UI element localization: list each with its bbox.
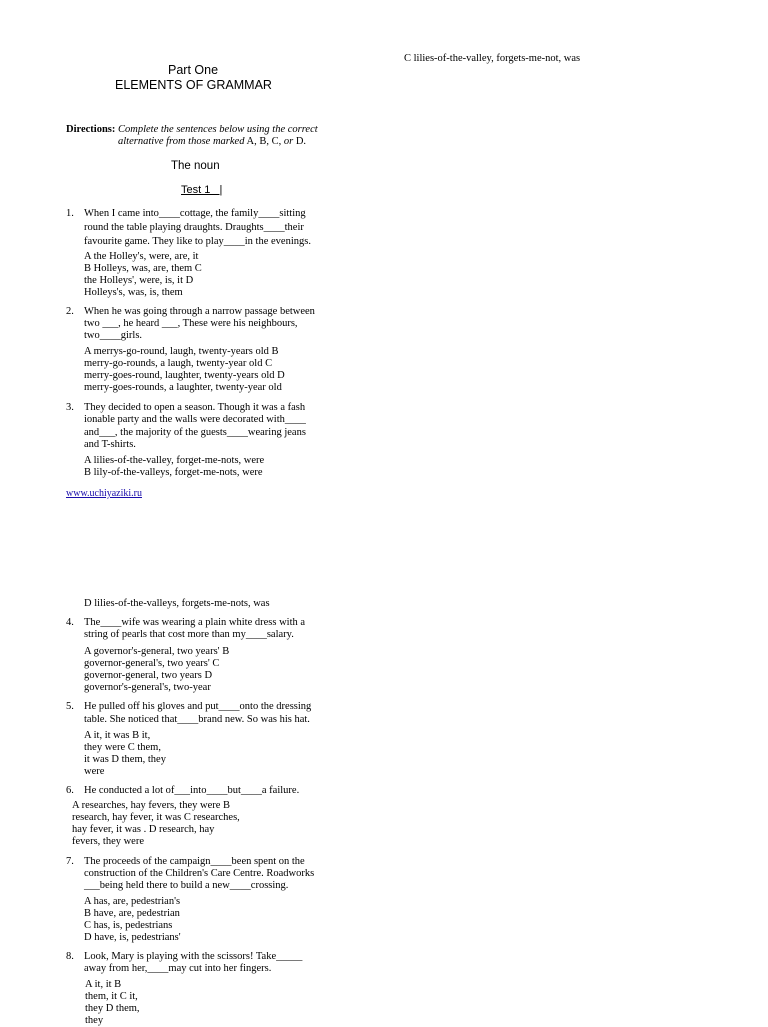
question-number: 2. bbox=[66, 306, 74, 317]
answer-option-line: them, it C it, bbox=[85, 991, 138, 1002]
answer-option-line: A the Holley's, were, are, it bbox=[84, 251, 199, 262]
question-text-line: string of pearls that cost more than my____salary. bbox=[84, 629, 294, 640]
question-text-line: Look, Mary is playing with the scissors! Take_____ bbox=[84, 951, 303, 962]
answer-option-line: B have, are, pedestrian bbox=[84, 908, 180, 919]
question-text-line: He conducted a lot of___into____but____a failure. bbox=[84, 785, 300, 796]
question-text-line: The proceeds of the campaign____been spent on the bbox=[84, 856, 305, 867]
question-text-line: and___, the majority of the guests____wearing jeans bbox=[84, 427, 306, 438]
answer-option-line: it was D them, they bbox=[84, 754, 166, 765]
test-heading: Test 1 | bbox=[181, 184, 223, 196]
answer-option-line: A researches, hay fevers, they were B bbox=[72, 800, 231, 811]
answer-option-line: governor's-general's, two-year bbox=[84, 682, 211, 693]
answer-option-line: D have, is, pedestrians' bbox=[84, 932, 181, 943]
answer-option-line: A merrys-go-round, laugh, twenty-years old B bbox=[84, 346, 279, 357]
question-text-line: two ___, he heard ___, These were his neighbours, bbox=[84, 318, 298, 329]
question-text-line: He pulled off his gloves and put____onto the dressing bbox=[84, 701, 312, 712]
answer-option-line: C has, is, pedestrians bbox=[84, 920, 173, 931]
question-text-line: favourite game. They like to play____in the evenings. bbox=[84, 236, 311, 247]
question-text-line: construction of the Children's Care Centre. Roadworks bbox=[84, 868, 315, 879]
answer-option-line: they D them, bbox=[85, 1003, 140, 1014]
directions-text-1: Complete the sentences below using the correct bbox=[118, 124, 318, 135]
directions-text-2c: or bbox=[283, 136, 294, 147]
question-text-line: and T-shirts. bbox=[84, 439, 136, 450]
answer-option-line: A it, it was B it, bbox=[84, 730, 151, 741]
answer-option-line: A lilies-of-the-valley, forget-me-nots, were bbox=[84, 455, 265, 466]
answer-option-line: merry-goes-round, laughter, twenty-years old D bbox=[84, 370, 285, 381]
question-text-line: They decided to open a season. Though it was a fash bbox=[84, 402, 306, 413]
answer-option-line: research, hay fever, it was C researches, bbox=[72, 812, 240, 823]
question-text-line: round the table playing draughts. Draughts____their bbox=[84, 222, 304, 233]
question-text-line: table. She noticed that____brand new. So was his hat. bbox=[84, 714, 310, 725]
part-title: Part One bbox=[168, 63, 219, 77]
answer-option-line: A has, are, pedestrian's bbox=[84, 896, 181, 907]
website-link[interactable]: www.uchiyaziki.ru bbox=[66, 488, 142, 499]
question-text-line: ionable party and the walls were decorated with____ bbox=[84, 414, 306, 425]
question-number: 6. bbox=[66, 785, 74, 796]
answer-option-line: governor-general's, two years' C bbox=[84, 658, 220, 669]
directions-label: Directions: bbox=[66, 124, 116, 135]
directions bbox=[66, 124, 318, 136]
answer-option-line: B lily-of-the-valleys, forget-me-nots, were bbox=[84, 467, 263, 478]
question-text-line: When he was going through a narrow passage between bbox=[84, 306, 315, 317]
right-column-text: C lilies-of-the-valley, forgets-me-not, was bbox=[404, 53, 581, 64]
question-number: 7. bbox=[66, 856, 74, 867]
answer-option-line: they bbox=[85, 1015, 104, 1026]
question-text-line: When I came into____cottage, the family____sitting bbox=[84, 208, 306, 219]
answer-option-line: D lilies-of-the-valleys, forgets-me-nots, was bbox=[84, 598, 270, 609]
answer-option-line: hay fever, it was . D research, hay bbox=[72, 824, 215, 835]
question-number: 3. bbox=[66, 402, 74, 413]
answer-option-line: A governor's-general, two years' B bbox=[84, 646, 230, 657]
directions-text-2b: A, B, C, bbox=[244, 136, 284, 147]
question-number: 5. bbox=[66, 701, 74, 712]
directions-text-2a: alternative from those marked bbox=[118, 136, 245, 147]
question-number: 8. bbox=[66, 951, 74, 962]
answer-option-line: A it, it B bbox=[85, 979, 122, 990]
directions-line-2 bbox=[118, 136, 306, 148]
question-text-line: two____girls. bbox=[84, 330, 143, 341]
question-number: 1. bbox=[66, 208, 74, 219]
answer-option-line: B Holleys, was, are, them C bbox=[84, 263, 202, 274]
answer-option-line: they were C them, bbox=[84, 742, 161, 753]
answer-option-line: were bbox=[84, 766, 105, 777]
directions-text-2d: D. bbox=[293, 136, 307, 147]
question-number: 4. bbox=[66, 617, 74, 628]
question-text-line: away from her,____may cut into her fingers. bbox=[84, 963, 272, 974]
question-text-line: ___being held there to build a new____crossing. bbox=[84, 880, 289, 891]
topic-heading: The noun bbox=[171, 160, 220, 172]
answer-option-line: the Holleys', were, is, it D bbox=[84, 275, 194, 286]
answer-option-line: merry-goes-rounds, a laughter, twenty-year old bbox=[84, 382, 282, 393]
answer-option-line: governor-general, two years D bbox=[84, 670, 213, 681]
answer-option-line: Holleys's, was, is, them bbox=[84, 287, 183, 298]
answer-option-line: fevers, they were bbox=[72, 836, 145, 847]
section-title: ELEMENTS OF GRAMMAR bbox=[115, 78, 272, 92]
question-text-line: The____wife was wearing a plain white dress with a bbox=[84, 617, 306, 628]
answer-option-line: merry-go-rounds, a laugh, twenty-year old C bbox=[84, 358, 273, 369]
